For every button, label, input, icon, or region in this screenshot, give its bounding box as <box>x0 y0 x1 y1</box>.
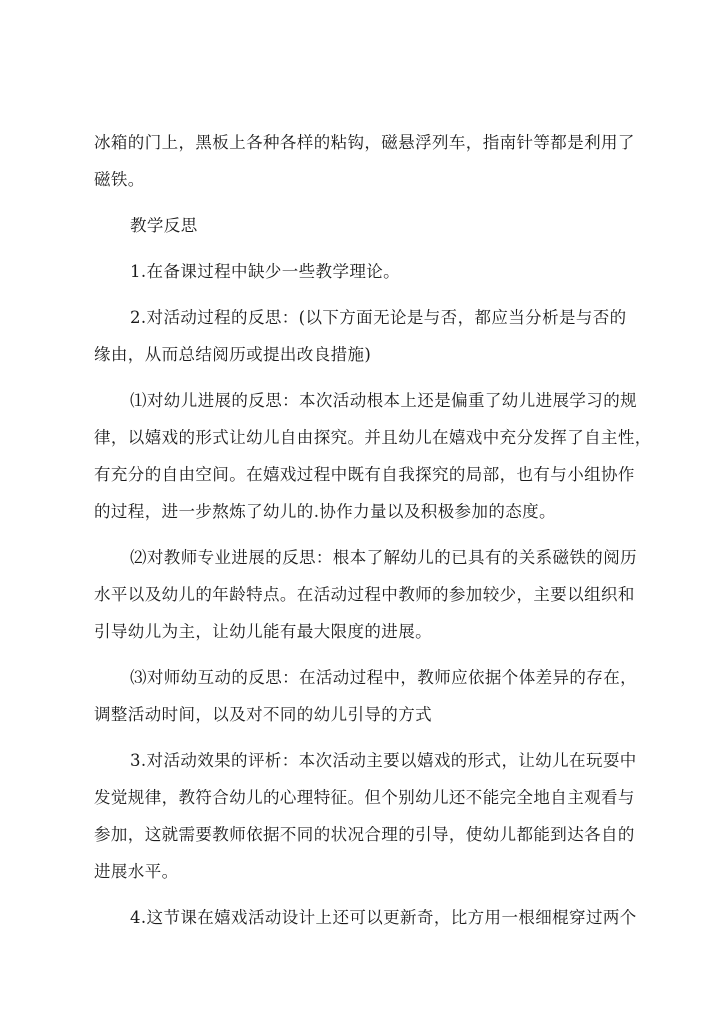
text-line: ⑶对师幼互动的反思：在活动过程中，教师应依据个体差异的存在， <box>130 668 637 687</box>
text-line: 参加，这就需要教师依据不同的状况合理的引导，使幼儿都能到达各自的 <box>94 825 635 844</box>
text-line: ⑴对幼儿进展的反思：本次活动根本上还是偏重了幼儿进展学习的规 <box>130 391 637 410</box>
document-body <box>94 124 652 945</box>
paragraph-subitem-2 <box>94 539 637 650</box>
text-line: 的过程，进一步熬炼了幼儿的.协作力量以及积极参加的态度。 <box>94 502 556 521</box>
text-line: 1.在备课过程中缺少一些教学理论。 <box>130 262 401 281</box>
text-line: 有充分的自由空间。在嬉戏过程中既有自我探究的局部，也有与小组协作 <box>94 465 635 484</box>
text-line: 4.这节课在嬉戏活动设计上还可以更新奇，比方用一根细棍穿过两个 <box>130 908 637 927</box>
paragraph-item-1 <box>94 253 634 290</box>
paragraph-item-4 <box>94 899 637 936</box>
text-line: 冰箱的门上，黑板上各种各样的粘钩，磁悬浮列车，指南针等都是利用了 <box>94 133 635 152</box>
text-line: 2.对活动过程的反思：(以下方面无论是与否，都应当分析是与否的 <box>130 308 627 327</box>
text-line: 调整活动时间，以及对不同的幼儿引导的方式 <box>94 705 432 724</box>
paragraph-subitem-3 <box>94 659 637 733</box>
text-line: 发觉规律，教符合幼儿的心理特征。但个别幼儿还不能完全地自主观看与 <box>94 788 635 807</box>
text-line: 进展水平。 <box>94 862 179 881</box>
paragraph-item-2 <box>94 299 634 373</box>
section-heading-teaching-reflection <box>94 207 634 244</box>
text-line: 磁铁。 <box>94 170 145 189</box>
text-line: 引导幼儿为主，让幼儿能有最大限度的进展。 <box>94 622 432 641</box>
paragraph-subitem-1 <box>94 382 652 530</box>
paragraph-intro-continuation <box>94 124 634 198</box>
heading-text: 教学反思 <box>130 216 198 235</box>
text-line: 3.对活动效果的评析：本次活动主要以嬉戏的形式，让幼儿在玩耍中 <box>130 751 637 770</box>
paragraph-item-3 <box>94 742 637 890</box>
text-line: 律，以嬉戏的形式让幼儿自由探究。并且幼儿在嬉戏中充分发挥了自主性， <box>94 428 652 447</box>
text-line: ⑵对教师专业进展的反思：根本了解幼儿的已具有的关系磁铁的阅历 <box>130 548 637 567</box>
text-line: 缘由，从而总结阅历或提出改良措施) <box>94 345 372 364</box>
text-line: 水平以及幼儿的年龄特点。在活动过程中教师的参加较少，主要以组织和 <box>94 585 635 604</box>
